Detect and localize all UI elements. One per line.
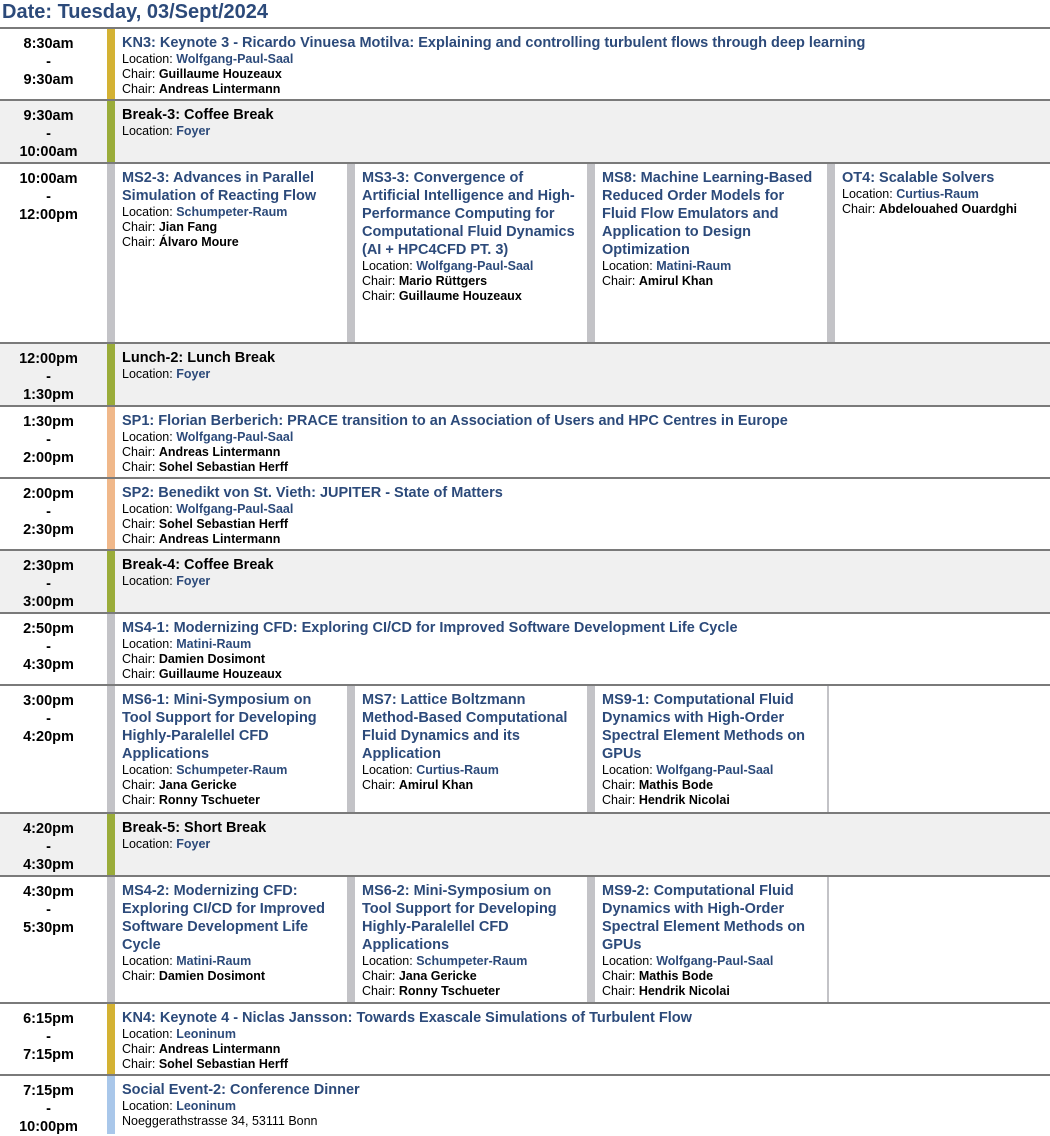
session-chair: Chair: Jian Fang (122, 220, 218, 234)
session-chair: Chair: Abdelouahed Ouardghi (842, 202, 1018, 216)
session-chair: Chair: Guillaume Houzeaux (122, 67, 282, 81)
location-link[interactable]: Matini-Raum (656, 259, 732, 273)
session-title[interactable]: SP2: Benedikt von St. Vieth: JUPITER - State of Matters (122, 485, 503, 501)
session-title: Break-4: Coffee Break (122, 557, 274, 573)
session-color-bar (347, 686, 355, 812)
session-title[interactable]: MS3-3: Convergence of Artificial Intelligence and High-Performance Computing for Computational Fluid Dynamics (AI + HPC4CFD PT. 3) (362, 170, 575, 258)
session-chair: Chair: Andreas Lintermann (122, 82, 281, 96)
location-link[interactable]: Wolfgang-Paul-Saal (416, 259, 534, 273)
table-row (0, 1074, 1050, 1134)
session-parallel[interactable] (107, 614, 1050, 684)
session-keynote[interactable] (107, 29, 1050, 99)
session-parallel[interactable] (587, 686, 827, 812)
session-title[interactable]: MS8: Machine Learning-Based Reduced Order Models for Fluid Flow Emulators and Application to Design Optimization (602, 170, 813, 258)
session-chair: Chair: Álvaro Moure (122, 235, 239, 249)
session-parallel[interactable] (347, 877, 587, 1002)
session-location: Location: Schumpeter-Raum (362, 954, 528, 968)
session-special[interactable] (107, 479, 1050, 549)
session-color-bar (107, 164, 115, 342)
time-slot: 6:15pm - 7:15pm (23, 1011, 74, 1063)
location-link[interactable]: Matini-Raum (176, 637, 252, 651)
session-empty (827, 877, 1050, 1002)
session-chair: Chair: Andreas Lintermann (122, 445, 281, 459)
time-slot: 4:30pm - 5:30pm (23, 884, 74, 936)
session-location: Location: Foyer (122, 367, 211, 381)
session-location: Location: Foyer (122, 574, 211, 588)
time-slot: 4:20pm - 4:30pm (23, 821, 74, 873)
session-title[interactable]: MS6-2: Mini-Symposium on Tool Support for Developing Highly-Paralellel CFD Applications (362, 883, 557, 953)
session-title[interactable]: MS7: Lattice Boltzmann Method-Based Computational Fluid Dynamics and its Application (362, 692, 568, 762)
page-title: Date: Tuesday, 03/Sept/2024 (2, 1, 269, 23)
table-row (0, 162, 1050, 342)
session-location: Location: Wolfgang-Paul-Saal (602, 954, 774, 968)
session-color-bar (107, 877, 115, 1002)
time-slot: 2:30pm - 3:00pm (23, 558, 74, 610)
time-slot: 1:30pm - 2:00pm (23, 414, 74, 466)
session-parallel[interactable] (107, 164, 347, 342)
location-link[interactable]: Schumpeter-Raum (416, 954, 528, 968)
time-slot: 9:30am - 10:00am (19, 108, 78, 160)
session-location: Location: Curtius-Raum (362, 763, 499, 777)
table-row (0, 684, 1050, 812)
session-chair: Chair: Hendrik Nicolai (602, 984, 730, 998)
session-chair: Chair: Damien Dosimont (122, 969, 266, 983)
location-link[interactable]: Matini-Raum (176, 954, 252, 968)
time-slot: 8:30am - 9:30am (23, 36, 74, 88)
table-row (0, 405, 1050, 477)
session-chair: Chair: Andreas Lintermann (122, 1042, 281, 1056)
session-location: Location: Wolfgang-Paul-Saal (602, 763, 774, 777)
session-chair: Chair: Ronny Tschueter (122, 793, 260, 807)
session-title[interactable]: SP1: Florian Berberich: PRACE transition to an Association of Users and HPC Centres in Europe (122, 413, 788, 429)
session-break (107, 551, 1050, 612)
session-break (107, 344, 1050, 405)
session-color-bar (107, 29, 115, 99)
session-location: Location: Leoninum (122, 1027, 236, 1041)
session-location: Location: Matini-Raum (122, 954, 252, 968)
session-color-bar (827, 877, 829, 1002)
session-parallel[interactable] (107, 877, 347, 1002)
session-color-bar (587, 164, 595, 342)
table-row (0, 875, 1050, 1002)
location-link[interactable]: Schumpeter-Raum (176, 205, 288, 219)
time-slot: 2:50pm - 4:30pm (23, 621, 74, 673)
location-link[interactable]: Curtius-Raum (416, 763, 499, 777)
session-color-bar (107, 686, 115, 812)
session-title: Break-3: Coffee Break (122, 107, 274, 123)
session-color-bar (587, 686, 595, 812)
session-parallel[interactable] (587, 164, 827, 342)
table-row (0, 812, 1050, 875)
table-row (0, 612, 1050, 684)
time-slot: 3:00pm - 4:20pm (23, 693, 74, 745)
table-row (0, 342, 1050, 405)
session-color-bar (107, 1004, 115, 1074)
session-location: Location: Foyer (122, 124, 211, 138)
session-chair: Chair: Sohel Sebastian Herff (122, 517, 289, 531)
session-title: Lunch-2: Lunch Break (122, 350, 276, 366)
session-keynote[interactable] (107, 1004, 1050, 1074)
session-color-bar (827, 164, 835, 342)
session-color-bar (107, 614, 115, 684)
location-link[interactable]: Wolfgang-Paul-Saal (176, 430, 294, 444)
session-chair: Chair: Sohel Sebastian Herff (122, 460, 289, 474)
session-title[interactable]: KN4: Keynote 4 - Niclas Jansson: Towards Exascale Simulations of Turbulent Flow (122, 1010, 692, 1026)
session-title[interactable]: KN3: Keynote 3 - Ricardo Vinuesa Motilva: Explaining and controlling turbulent flows through deep learning (122, 35, 866, 51)
session-chair: Chair: Guillaume Houzeaux (122, 667, 282, 681)
session-parallel[interactable] (827, 164, 1050, 342)
session-chair: Chair: Hendrik Nicolai (602, 793, 730, 807)
session-chair: Chair: Mario Rüttgers (362, 274, 488, 288)
time-slot: 7:15pm - 10:00pm (19, 1083, 78, 1135)
session-social[interactable] (107, 1076, 1050, 1134)
location-link[interactable]: Schumpeter-Raum (176, 763, 288, 777)
session-chair: Chair: Amirul Khan (602, 274, 714, 288)
schedule-table (0, 27, 1050, 1134)
session-parallel[interactable] (107, 686, 347, 812)
session-color-bar (107, 551, 115, 612)
session-title: Break-5: Short Break (122, 820, 267, 836)
session-chair: Chair: Sohel Sebastian Herff (122, 1057, 289, 1071)
session-parallel[interactable] (347, 164, 587, 342)
table-row (0, 99, 1050, 162)
session-location: Location: Wolfgang-Paul-Saal (362, 259, 534, 273)
table-row (0, 27, 1050, 99)
session-location: Location: Matini-Raum (602, 259, 732, 273)
session-chair: Chair: Jana Gericke (362, 969, 477, 983)
session-color-bar (107, 407, 115, 477)
session-title[interactable]: OT4: Scalable Solvers (842, 170, 995, 186)
location-link[interactable]: Leoninum (176, 1027, 236, 1041)
table-row (0, 1002, 1050, 1074)
location-link[interactable]: Foyer (176, 367, 211, 381)
location-link[interactable]: Foyer (176, 124, 211, 138)
location-link[interactable]: Foyer (176, 574, 211, 588)
time-slot: 12:00pm - 1:30pm (19, 351, 78, 403)
location-link[interactable]: Wolfgang-Paul-Saal (656, 763, 774, 777)
session-color-bar (587, 877, 595, 1002)
session-chair: Chair: Guillaume Houzeaux (362, 289, 522, 303)
session-parallel[interactable] (347, 686, 587, 812)
session-address: Noeggerathstrasse 34, 53111 Bonn (122, 1114, 318, 1128)
session-location: Location: Matini-Raum (122, 637, 252, 651)
location-link[interactable]: Wolfgang-Paul-Saal (656, 954, 774, 968)
session-color-bar (107, 479, 115, 549)
session-color-bar (107, 101, 115, 162)
session-color-bar (347, 164, 355, 342)
session-title[interactable]: MS6-1: Mini-Symposium on Tool Support for Developing Highly-Paralellel CFD Applications (122, 692, 317, 762)
session-chair: Chair: Amirul Khan (362, 778, 474, 792)
session-color-bar (347, 877, 355, 1002)
session-title[interactable]: MS4-2: Modernizing CFD: Exploring CI/CD for Improved Software Development Life Cycle (122, 883, 326, 953)
time-slot: 2:00pm - 2:30pm (23, 486, 74, 538)
session-parallel[interactable] (587, 877, 827, 1002)
session-title[interactable]: MS9-1: Computational Fluid Dynamics with High-Order Spectral Element Methods on GPUs (602, 692, 806, 762)
session-location: Location: Curtius-Raum (842, 187, 979, 201)
session-chair: Chair: Mathis Bode (602, 778, 714, 792)
session-location: Location: Wolfgang-Paul-Saal (122, 430, 294, 444)
session-title[interactable]: MS2-3: Advances in Parallel Simulation of Reacting Flow (122, 170, 317, 204)
session-location: Location: Wolfgang-Paul-Saal (122, 502, 294, 516)
session-location: Location: Foyer (122, 837, 211, 851)
session-chair: Chair: Andreas Lintermann (122, 532, 281, 546)
location-link[interactable]: Wolfgang-Paul-Saal (176, 502, 294, 516)
session-break (107, 814, 1050, 875)
session-title[interactable]: MS4-1: Modernizing CFD: Exploring CI/CD for Improved Software Development Life Cycle (122, 620, 738, 636)
session-location: Location: Wolfgang-Paul-Saal (122, 52, 294, 66)
session-chair: Chair: Jana Gericke (122, 778, 237, 792)
session-chair: Chair: Mathis Bode (602, 969, 714, 983)
table-row (0, 549, 1050, 612)
session-title[interactable]: MS9-2: Computational Fluid Dynamics with High-Order Spectral Element Methods on GPUs (602, 883, 806, 953)
location-link[interactable]: Leoninum (176, 1099, 236, 1113)
session-color-bar (827, 686, 829, 812)
session-break (107, 101, 1050, 162)
session-title[interactable]: Social Event-2: Conference Dinner (122, 1082, 360, 1098)
session-color-bar (107, 344, 115, 405)
location-link[interactable]: Foyer (176, 837, 211, 851)
session-special[interactable] (107, 407, 1050, 477)
session-color-bar (107, 814, 115, 875)
session-empty (827, 686, 1050, 812)
session-location: Location: Schumpeter-Raum (122, 205, 288, 219)
session-chair: Chair: Damien Dosimont (122, 652, 266, 666)
session-color-bar (107, 1076, 115, 1134)
session-location: Location: Leoninum (122, 1099, 236, 1113)
session-location: Location: Schumpeter-Raum (122, 763, 288, 777)
time-slot: 10:00am - 12:00pm (19, 171, 78, 223)
session-chair: Chair: Ronny Tschueter (362, 984, 500, 998)
table-row (0, 477, 1050, 549)
location-link[interactable]: Wolfgang-Paul-Saal (176, 52, 294, 66)
location-link[interactable]: Curtius-Raum (896, 187, 979, 201)
